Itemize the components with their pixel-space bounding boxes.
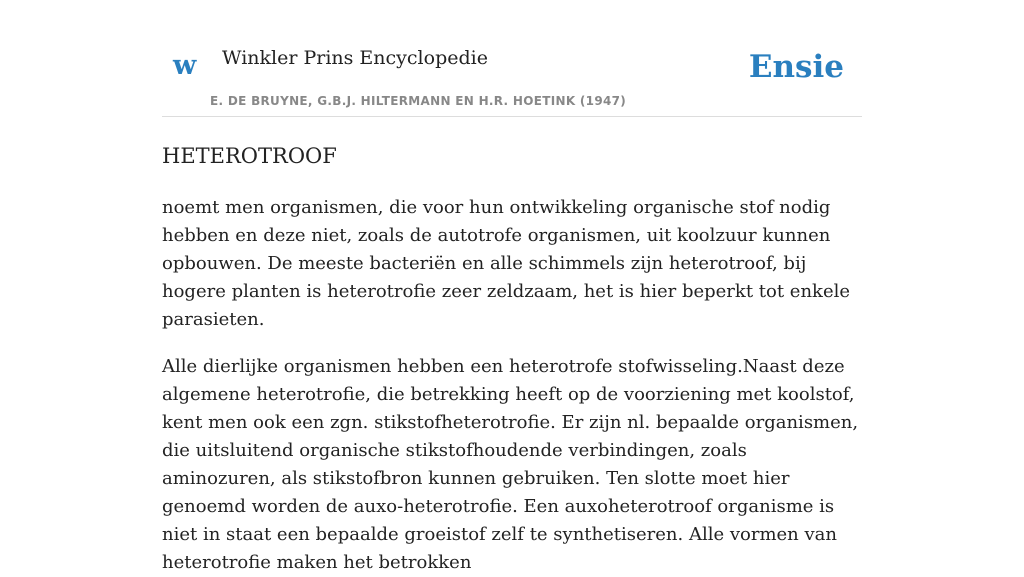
- winkler-prins-logo[interactable]: w: [173, 50, 197, 81]
- article-paragraph: Alle dierlijke organismen hebben een heterotrofe stofwisseling.Naast deze algemene heterotrofie, die betrekking heeft op de voorziening met koolstof, kent men ook een zgn. stikstofheterotrofie. Er zijn nl. bepaalde organismen, die uitsluitend organische stikstofhoudende verbindingen, zoals aminozuren, als stikstofbron kunnen gebruiken. Ten slotte moet hier genoemd worden de auxo-heterotrofie. Een auxoheterotroof organisme is niet in staat een bepaalde groeistof zelf te synthetiseren. Alle vormen van heterotrofie maken het betrokken: [162, 356, 859, 574]
- book-title-link[interactable]: Winkler Prins Encyclopedie: [222, 47, 488, 69]
- page: [162, 0, 862, 574]
- article-paragraph: noemt men organismen, die voor hun ontwikkeling organische stof nodig hebben en deze niet, zoals de autotrofe organismen, uit koolzuur kunnen opbouwen. De meeste bacteriën en alle schimmels zijn heterotroof, bij hogere planten is heterotrofie zeer zeldzaam, het is hier beperkt tot enkele parasieten.: [162, 197, 851, 331]
- book-authors: E. DE BRUYNE, G.B.J. HILTERMANN EN H.R. HOETINK (1947): [210, 94, 627, 108]
- header: [162, 0, 862, 117]
- article-title: HETEROTROOF: [162, 144, 337, 168]
- ensie-logo[interactable]: Ensie: [748, 49, 844, 85]
